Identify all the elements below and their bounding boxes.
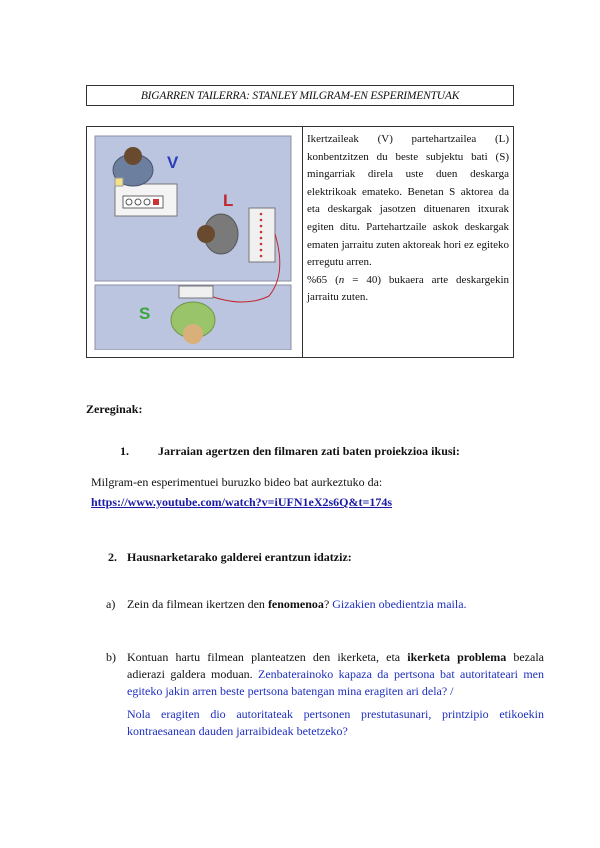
question-a-text: Zein da filmean ikertzen den xyxy=(127,597,268,611)
question-b-bold: ikerketa problema xyxy=(407,650,507,664)
participant-head xyxy=(197,225,215,243)
answer-b-2: Nola eragiten dio autoritateak pertsonen prestutasunari, printzipio etikoekin kontraesanean dauden jarraibideak betetzeko? xyxy=(127,707,544,738)
learner-head xyxy=(183,324,203,344)
tasks-heading: Zereginak: xyxy=(86,402,143,416)
intro-paragraph-2-start: %65 ( xyxy=(307,273,339,286)
question-b xyxy=(127,649,544,700)
task-2-number: 2. xyxy=(108,550,117,564)
answer-a: Gizakien obedientzia maila. xyxy=(332,597,467,611)
question-a-label: a) xyxy=(106,597,116,611)
question-a-bold: fenomenoa xyxy=(267,597,324,611)
label-v: V xyxy=(167,153,179,172)
intro-paragraph-2-end: = 40) bukaera arte deskargekin jarraitu zuten. xyxy=(307,273,510,304)
intro-paragraph-2 xyxy=(307,272,509,307)
question-b-text: Kontuan hartu filmean planteatzen den ikerketa, eta xyxy=(127,650,408,664)
task-1-number: 1. xyxy=(120,444,129,458)
task-1-line: Milgram-en esperimentuei buruzko bideo bat aurkeztuko da: xyxy=(91,475,383,489)
device-light xyxy=(153,199,159,205)
milgram-illustration xyxy=(93,134,293,350)
answer-b-1: Zenbaterainoko kapaza da pertsona bat autoritateari men egiteko jakin arren beste pertsona batengan mina eragiten ari dela? / xyxy=(127,667,544,698)
question-a xyxy=(127,596,517,613)
question-b-end: bezala adierazi galdera moduan. xyxy=(127,650,544,681)
label-l: L xyxy=(223,191,234,210)
title-box xyxy=(86,85,514,106)
intro-paragraph-1: Ikertzaileak (V) partehartzailea (L) konbentzitzen du beste subjektu bati (S) mingarriak direla uste duen deskarga elektrikoak emateko. Benetan S aktorea da eta deskargak jasotzen dituenaren itxurak egiten ditu. Partehartzaile askok deskargak ematen jarraitu zuten aktoreak hori ez egiteko erregutu arren. xyxy=(307,133,509,269)
milgram-diagram xyxy=(93,134,293,350)
video-link[interactable]: https://www.youtube.com/watch?v=iUFN1eX2s6Q&t=174s xyxy=(91,495,393,509)
intro-text xyxy=(307,131,509,307)
task-1-title: Jarraian agertzen den filmaren zati baten proiekzioa ikusi: xyxy=(158,444,460,458)
intro-paragraph-2-n: n xyxy=(338,273,345,286)
shock-generator xyxy=(249,208,275,262)
label-s: S xyxy=(139,304,151,323)
experimenter-head xyxy=(124,147,142,165)
task-2-title: Hausnarketarako galderei erantzun idatziz: xyxy=(127,550,352,564)
intro-table xyxy=(86,126,514,358)
experimenter-note xyxy=(115,178,123,186)
learner-desk xyxy=(179,286,213,298)
page-title: BIGARREN TAILERRA: STANLEY MILGRAM-EN ESPERIMENTUAK xyxy=(140,90,460,102)
question-a-end: ? xyxy=(323,597,333,611)
question-b-label: b) xyxy=(106,650,116,664)
table-divider xyxy=(302,127,303,357)
